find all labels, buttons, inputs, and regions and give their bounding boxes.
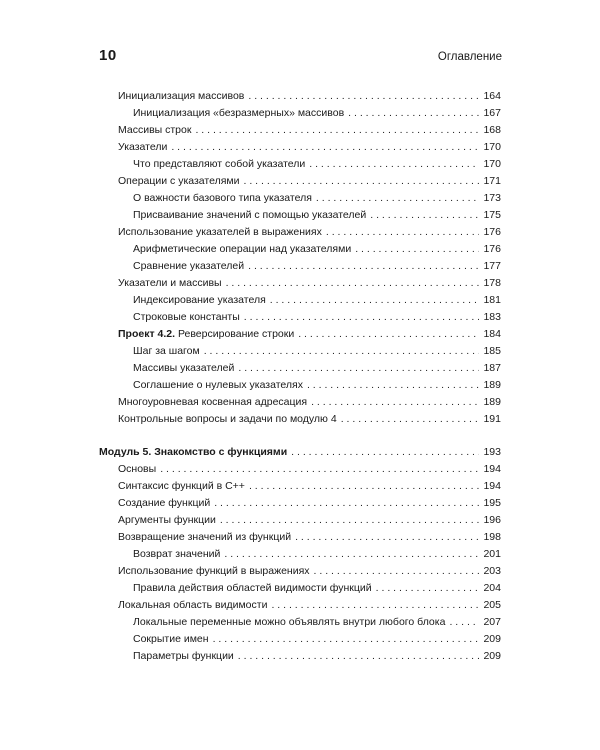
toc-entry-text: Шаг за шагом xyxy=(133,345,200,357)
toc-entry-text: Параметры функции xyxy=(133,650,234,662)
toc-entry-page: 171 xyxy=(483,175,501,187)
toc-entry-title xyxy=(133,309,240,326)
dot-leader xyxy=(238,648,479,665)
toc-entry-title xyxy=(133,105,344,122)
toc-entry-text: Использование указателей в выражениях xyxy=(118,226,322,238)
toc-entry-text: Инициализация массивов xyxy=(118,90,245,102)
dot-leader xyxy=(370,207,479,224)
dot-leader xyxy=(449,614,479,631)
toc-entry-page: 194 xyxy=(483,480,501,492)
toc-entry-page: 184 xyxy=(483,328,501,340)
toc-entry-text: Инициализация «безразмерных» массивов xyxy=(133,107,345,119)
toc-entry-page: 203 xyxy=(483,565,501,577)
dot-leader xyxy=(204,343,479,360)
toc-entry-page: 178 xyxy=(483,277,501,289)
toc-entry xyxy=(118,224,501,241)
toc-entry-page: 198 xyxy=(483,531,501,543)
toc-entry xyxy=(118,631,501,648)
toc-entry-title xyxy=(133,258,244,275)
toc-entry-title xyxy=(133,156,305,173)
toc-entry-page: 196 xyxy=(483,514,501,526)
toc-entry-page: 189 xyxy=(483,396,501,408)
toc-entry-title xyxy=(118,224,322,241)
toc-entry-title xyxy=(118,394,307,411)
toc-entry xyxy=(118,546,501,563)
toc-entry-label: Проект 4.2. xyxy=(118,328,176,340)
toc-entry xyxy=(118,88,501,105)
toc-entry-page: 193 xyxy=(483,446,501,458)
toc-entry-page: 191 xyxy=(483,413,501,425)
dot-leader xyxy=(271,597,479,614)
toc-entry xyxy=(118,207,501,224)
toc-entry-text: Сокрытие имен xyxy=(133,633,209,645)
toc-entry-text: Соглашение о нулевых указателях xyxy=(133,379,303,391)
toc-entry-title xyxy=(118,529,291,546)
toc-entry-text: Арифметические операции над указателями xyxy=(133,243,352,255)
toc-entry-title xyxy=(118,122,191,139)
toc-entry xyxy=(118,461,501,478)
dot-leader xyxy=(348,105,479,122)
toc-entry-text: Локальные переменные можно объявлять внутри любого блока xyxy=(133,616,446,628)
toc-entry-title xyxy=(133,241,351,258)
toc-entry xyxy=(118,580,501,597)
toc-entry-text: Основы xyxy=(118,463,157,475)
toc-entry xyxy=(99,444,501,461)
dot-leader xyxy=(160,461,479,478)
toc-entry xyxy=(118,360,501,377)
toc-entry-title xyxy=(133,546,220,563)
dot-leader xyxy=(171,139,479,156)
toc-entry xyxy=(118,241,501,258)
toc-entry-page: 195 xyxy=(483,497,501,509)
toc-entry-page: 183 xyxy=(483,311,501,323)
toc-entry xyxy=(118,105,501,122)
toc-entry xyxy=(118,648,501,665)
toc-entry-text: Присваивание значений с помощью указателей xyxy=(133,209,367,221)
toc-entry-page: 177 xyxy=(483,260,501,272)
dot-leader xyxy=(214,495,479,512)
toc-entry-title xyxy=(118,512,216,529)
toc-entry xyxy=(118,512,501,529)
dot-leader xyxy=(220,512,479,529)
toc-entry-title xyxy=(133,292,266,309)
toc-entry-text: Что представляют собой указатели xyxy=(133,158,306,170)
toc-entry-text: Использование функций в выражениях xyxy=(118,565,310,577)
toc-entry xyxy=(118,292,501,309)
toc-entry-title xyxy=(118,275,222,292)
toc-entry-text: Указатели xyxy=(118,141,168,153)
toc-entry-title xyxy=(118,88,244,105)
toc-entry xyxy=(118,173,501,190)
dot-leader xyxy=(316,190,479,207)
toc-entry-title xyxy=(118,173,240,190)
toc-entry-text: Строковые константы xyxy=(133,311,240,323)
dot-leader xyxy=(309,156,479,173)
toc-entry-text: Индексирование указателя xyxy=(133,294,266,306)
dot-leader xyxy=(249,478,479,495)
dot-leader xyxy=(270,292,479,309)
toc-entry xyxy=(118,614,501,631)
toc-entry-title xyxy=(118,411,337,428)
toc-entry-page: 189 xyxy=(483,379,501,391)
dot-leader xyxy=(248,258,479,275)
toc-entry xyxy=(118,394,501,411)
toc-entry-text: Операции с указателями xyxy=(118,175,240,187)
dot-leader xyxy=(244,309,479,326)
toc-entry xyxy=(118,275,501,292)
toc-entry-label: Модуль 5. Знакомство с функциями xyxy=(99,446,288,458)
toc-entry xyxy=(118,139,501,156)
dot-leader xyxy=(244,173,480,190)
toc-entry-page: 167 xyxy=(483,107,501,119)
toc-entry-title xyxy=(133,648,234,665)
toc-entry-text: О важности базового типа указателя xyxy=(133,192,312,204)
toc-entry xyxy=(118,326,501,343)
toc-entry-page: 187 xyxy=(483,362,501,374)
toc-entry-page: 201 xyxy=(483,548,501,560)
dot-leader xyxy=(226,275,479,292)
toc-entry-page: 176 xyxy=(483,226,501,238)
toc-entry-title xyxy=(133,360,234,377)
toc-entry-text: Массивы строк xyxy=(118,124,192,136)
toc-entry-text: Правила действия областей видимости функций xyxy=(133,582,372,594)
dot-leader xyxy=(291,444,479,461)
dot-leader xyxy=(355,241,479,258)
table-of-contents xyxy=(99,88,501,665)
toc-entry-page: 164 xyxy=(483,90,501,102)
toc-entry-text: Контрольные вопросы и задачи по модулю 4 xyxy=(118,413,337,425)
toc-entry-title xyxy=(133,343,200,360)
toc-entry-page: 170 xyxy=(483,158,501,170)
toc-entry xyxy=(118,411,501,428)
toc-entry xyxy=(118,597,501,614)
dot-leader xyxy=(307,377,479,394)
toc-entry-page: 175 xyxy=(483,209,501,221)
toc-entry-page: 173 xyxy=(483,192,501,204)
toc-entry-title xyxy=(118,495,210,512)
toc-entry-title xyxy=(99,444,287,461)
toc-entry-page: 170 xyxy=(483,141,501,153)
dot-leader xyxy=(238,360,479,377)
toc-entry-page: 209 xyxy=(483,650,501,662)
toc-entry-page: 205 xyxy=(483,599,501,611)
toc-entry-title xyxy=(133,614,445,631)
toc-entry-text: Аргументы функции xyxy=(118,514,216,526)
toc-entry xyxy=(118,156,501,173)
toc-entry xyxy=(118,343,501,360)
dot-leader xyxy=(295,529,479,546)
toc-entry-page: 194 xyxy=(483,463,501,475)
toc-entry-title xyxy=(133,190,312,207)
toc-entry xyxy=(118,478,501,495)
toc-entry-text: Синтаксис функций в С++ xyxy=(118,480,245,492)
toc-entry xyxy=(118,258,501,275)
toc-entry-title xyxy=(118,139,167,156)
toc-entry-text: Возврат значений xyxy=(133,548,221,560)
toc-entry-page: 204 xyxy=(483,582,501,594)
toc-entry-page: 176 xyxy=(483,243,501,255)
page-number: 10 xyxy=(99,47,117,64)
toc-entry-page: 207 xyxy=(483,616,501,628)
dot-leader xyxy=(213,631,479,648)
toc-entry-text: Многоуровневая косвенная адресация xyxy=(118,396,308,408)
toc-entry-text: Создание функций xyxy=(118,497,211,509)
toc-entry-title xyxy=(118,326,294,343)
toc-entry-title xyxy=(133,631,209,648)
dot-leader xyxy=(341,411,479,428)
dot-leader xyxy=(224,546,479,563)
toc-entry xyxy=(118,377,501,394)
toc-entry-title xyxy=(118,563,310,580)
dot-leader xyxy=(311,394,479,411)
toc-entry xyxy=(118,529,501,546)
toc-entry-text: Указатели и массивы xyxy=(118,277,222,289)
toc-entry-title xyxy=(118,597,267,614)
toc-entry-page: 168 xyxy=(483,124,501,136)
toc-entry xyxy=(118,309,501,326)
dot-leader xyxy=(195,122,479,139)
toc-entry-title xyxy=(118,461,156,478)
toc-entry xyxy=(118,190,501,207)
dot-leader xyxy=(376,580,479,597)
toc-entry-text: Массивы указателей xyxy=(133,362,235,374)
toc-entry xyxy=(118,122,501,139)
toc-entry-title xyxy=(133,377,303,394)
running-head: Оглавление xyxy=(437,51,502,63)
toc-entry-title xyxy=(133,207,366,224)
toc-entry-page: 209 xyxy=(483,633,501,645)
dot-leader xyxy=(314,563,479,580)
dot-leader xyxy=(326,224,479,241)
toc-entry-title xyxy=(133,580,372,597)
toc-entry-page: 181 xyxy=(483,294,501,306)
dot-leader xyxy=(298,326,479,343)
toc-entry xyxy=(118,495,501,512)
toc-entry-page: 185 xyxy=(483,345,501,357)
dot-leader xyxy=(248,88,479,105)
toc-entry-text: Реверсирование строки xyxy=(177,328,295,340)
toc-entry-text: Сравнение указателей xyxy=(133,260,245,272)
toc-entry xyxy=(118,563,501,580)
toc-entry-text: Локальная область видимости xyxy=(118,599,268,611)
toc-entry-title xyxy=(118,478,245,495)
toc-entry-text: Возвращение значений из функций xyxy=(118,531,292,543)
